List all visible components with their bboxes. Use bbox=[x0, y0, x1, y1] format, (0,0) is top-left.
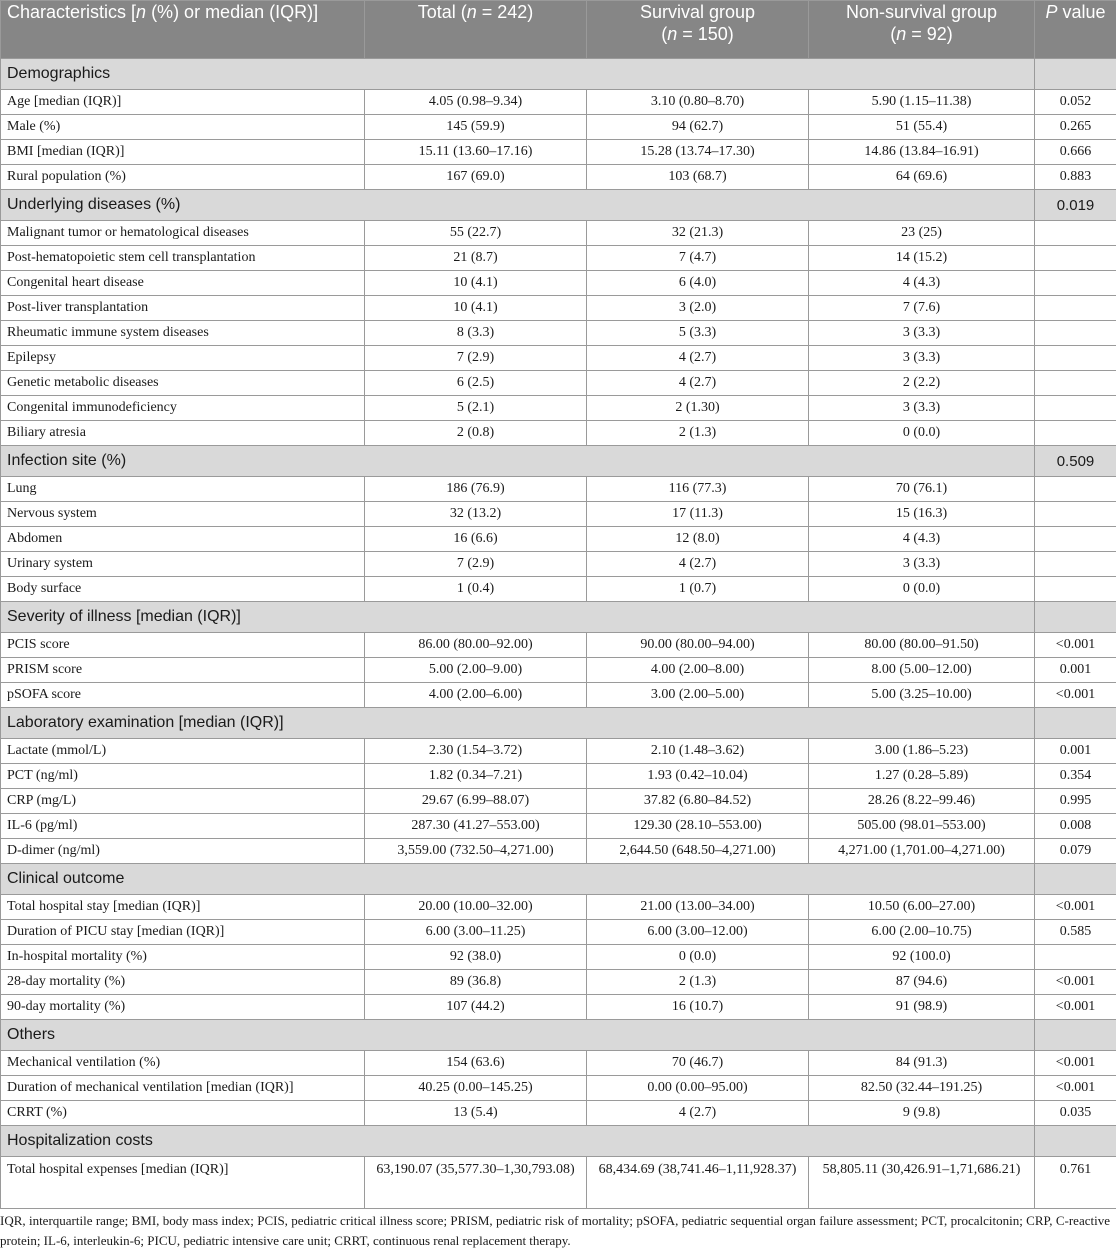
cell-total: 89 (36.8) bbox=[365, 970, 587, 995]
row-label: Rural population (%) bbox=[1, 165, 365, 190]
table-row bbox=[1, 165, 1116, 190]
row-label: Male (%) bbox=[1, 115, 365, 140]
cell-survival: 2,644.50 (648.50–4,271.00) bbox=[587, 839, 809, 864]
row-label: Body surface bbox=[1, 577, 365, 602]
cell-survival: 68,434.69 (38,741.46–1,11,928.37) bbox=[587, 1157, 809, 1209]
section-header bbox=[1, 708, 1116, 739]
cell-nonsurvival: 0 (0.0) bbox=[809, 421, 1035, 446]
row-label: PCT (ng/ml) bbox=[1, 764, 365, 789]
cell-nonsurvival: 4 (4.3) bbox=[809, 527, 1035, 552]
table-row bbox=[1, 839, 1116, 864]
row-label: Duration of PICU stay [median (IQR)] bbox=[1, 920, 365, 945]
cell-nonsurvival: 9 (9.8) bbox=[809, 1101, 1035, 1126]
cell-p-value: <0.001 bbox=[1035, 1076, 1116, 1101]
row-label: Nervous system bbox=[1, 502, 365, 527]
cell-nonsurvival: 28.26 (8.22–99.46) bbox=[809, 789, 1035, 814]
section-title: Infection site (%) bbox=[1, 446, 1035, 477]
row-label: PRISM score bbox=[1, 658, 365, 683]
cell-nonsurvival: 7 (7.6) bbox=[809, 296, 1035, 321]
cell-survival: 6 (4.0) bbox=[587, 271, 809, 296]
row-label: D-dimer (ng/ml) bbox=[1, 839, 365, 864]
section-header bbox=[1, 1126, 1116, 1157]
table-row bbox=[1, 945, 1116, 970]
table-row bbox=[1, 271, 1116, 296]
cell-survival: 4 (2.7) bbox=[587, 371, 809, 396]
cell-total: 145 (59.9) bbox=[365, 115, 587, 140]
table-row bbox=[1, 296, 1116, 321]
cell-survival: 1 (0.7) bbox=[587, 577, 809, 602]
table-row bbox=[1, 789, 1116, 814]
row-label: Total hospital stay [median (IQR)] bbox=[1, 895, 365, 920]
cell-nonsurvival: 80.00 (80.00–91.50) bbox=[809, 633, 1035, 658]
section-p-value bbox=[1035, 864, 1116, 895]
row-label: Age [median (IQR)] bbox=[1, 90, 365, 115]
row-label: CRRT (%) bbox=[1, 1101, 365, 1126]
cell-p-value bbox=[1035, 421, 1116, 446]
cell-nonsurvival: 70 (76.1) bbox=[809, 477, 1035, 502]
table-footnote: IQR, interquartile range; BMI, body mass index; PCIS, pediatric critical illness score; PRISM, pediatric risk of mortality; pSOFA, pediatric sequential organ failure assessment; PCT, procalcitonin; CRP, C-reactive protein; IL-6, interleukin-6; PICU, pediatric intensive care unit; CRRT, continuous renal replacement therapy. bbox=[0, 1213, 1110, 1248]
section-p-value bbox=[1035, 59, 1116, 90]
table-row bbox=[1, 995, 1116, 1020]
cell-survival: 94 (62.7) bbox=[587, 115, 809, 140]
cell-nonsurvival: 3 (3.3) bbox=[809, 346, 1035, 371]
cell-total: 2.30 (1.54–3.72) bbox=[365, 739, 587, 764]
cell-total: 29.67 (6.99–88.07) bbox=[365, 789, 587, 814]
cell-total: 16 (6.6) bbox=[365, 527, 587, 552]
cell-nonsurvival: 505.00 (98.01–553.00) bbox=[809, 814, 1035, 839]
cell-p-value: 0.666 bbox=[1035, 140, 1116, 165]
section-header bbox=[1, 446, 1116, 477]
cell-total: 7 (2.9) bbox=[365, 346, 587, 371]
cell-p-value: 0.052 bbox=[1035, 90, 1116, 115]
cell-total: 13 (5.4) bbox=[365, 1101, 587, 1126]
cell-total: 86.00 (80.00–92.00) bbox=[365, 633, 587, 658]
cell-survival: 7 (4.7) bbox=[587, 246, 809, 271]
cell-p-value: 0.008 bbox=[1035, 814, 1116, 839]
cell-p-value bbox=[1035, 527, 1116, 552]
cell-nonsurvival: 0 (0.0) bbox=[809, 577, 1035, 602]
cell-survival: 2 (1.3) bbox=[587, 970, 809, 995]
cell-total: 1.82 (0.34–7.21) bbox=[365, 764, 587, 789]
section-title: Severity of illness [median (IQR)] bbox=[1, 602, 1035, 633]
row-label: Epilepsy bbox=[1, 346, 365, 371]
cell-survival: 1.93 (0.42–10.04) bbox=[587, 764, 809, 789]
cell-total: 10 (4.1) bbox=[365, 271, 587, 296]
cell-nonsurvival: 91 (98.9) bbox=[809, 995, 1035, 1020]
cell-p-value: <0.001 bbox=[1035, 1051, 1116, 1076]
cell-p-value: <0.001 bbox=[1035, 895, 1116, 920]
section-p-value: 0.019 bbox=[1035, 190, 1116, 221]
cell-p-value: 0.001 bbox=[1035, 658, 1116, 683]
cell-survival: 16 (10.7) bbox=[587, 995, 809, 1020]
cell-survival: 15.28 (13.74–17.30) bbox=[587, 140, 809, 165]
table-row bbox=[1, 920, 1116, 945]
cell-p-value: 0.883 bbox=[1035, 165, 1116, 190]
cell-nonsurvival: 14.86 (13.84–16.91) bbox=[809, 140, 1035, 165]
cell-total: 167 (69.0) bbox=[365, 165, 587, 190]
row-label: Rheumatic immune system diseases bbox=[1, 321, 365, 346]
cell-total: 10 (4.1) bbox=[365, 296, 587, 321]
table-row bbox=[1, 658, 1116, 683]
cell-nonsurvival: 3.00 (1.86–5.23) bbox=[809, 739, 1035, 764]
cell-total: 15.11 (13.60–17.16) bbox=[365, 140, 587, 165]
row-label: Total hospital expenses [median (IQR)] bbox=[1, 1157, 365, 1209]
cell-p-value: <0.001 bbox=[1035, 683, 1116, 708]
table-row bbox=[1, 221, 1116, 246]
row-label: Abdomen bbox=[1, 527, 365, 552]
row-label: Biliary atresia bbox=[1, 421, 365, 446]
cell-nonsurvival: 23 (25) bbox=[809, 221, 1035, 246]
row-label: pSOFA score bbox=[1, 683, 365, 708]
cell-nonsurvival: 8.00 (5.00–12.00) bbox=[809, 658, 1035, 683]
cell-total: 6.00 (3.00–11.25) bbox=[365, 920, 587, 945]
cell-survival: 0.00 (0.00–95.00) bbox=[587, 1076, 809, 1101]
cell-total: 1 (0.4) bbox=[365, 577, 587, 602]
cell-nonsurvival: 51 (55.4) bbox=[809, 115, 1035, 140]
cell-nonsurvival: 3 (3.3) bbox=[809, 321, 1035, 346]
cell-nonsurvival: 14 (15.2) bbox=[809, 246, 1035, 271]
cell-total: 7 (2.9) bbox=[365, 552, 587, 577]
cell-nonsurvival: 3 (3.3) bbox=[809, 552, 1035, 577]
cell-p-value bbox=[1035, 552, 1116, 577]
cell-p-value: 0.585 bbox=[1035, 920, 1116, 945]
cell-total: 55 (22.7) bbox=[365, 221, 587, 246]
cell-nonsurvival: 10.50 (6.00–27.00) bbox=[809, 895, 1035, 920]
cell-p-value: 0.001 bbox=[1035, 739, 1116, 764]
cell-survival: 12 (8.0) bbox=[587, 527, 809, 552]
table-row bbox=[1, 1051, 1116, 1076]
cell-p-value: 0.761 bbox=[1035, 1157, 1116, 1209]
cell-survival: 3.10 (0.80–8.70) bbox=[587, 90, 809, 115]
cell-total: 107 (44.2) bbox=[365, 995, 587, 1020]
cell-survival: 3 (2.0) bbox=[587, 296, 809, 321]
cell-p-value bbox=[1035, 371, 1116, 396]
table-body bbox=[1, 59, 1116, 1209]
section-header bbox=[1, 864, 1116, 895]
cell-total: 3,559.00 (732.50–4,271.00) bbox=[365, 839, 587, 864]
row-label: IL-6 (pg/ml) bbox=[1, 814, 365, 839]
cell-p-value bbox=[1035, 346, 1116, 371]
table-row bbox=[1, 814, 1116, 839]
table-row bbox=[1, 246, 1116, 271]
row-label: BMI [median (IQR)] bbox=[1, 140, 365, 165]
cell-total: 5 (2.1) bbox=[365, 396, 587, 421]
cell-survival: 70 (46.7) bbox=[587, 1051, 809, 1076]
table-row bbox=[1, 140, 1116, 165]
cell-total: 287.30 (41.27–553.00) bbox=[365, 814, 587, 839]
section-title: Others bbox=[1, 1020, 1035, 1051]
table-row bbox=[1, 115, 1116, 140]
header-pvalue: P value bbox=[1035, 1, 1116, 59]
cell-survival: 6.00 (3.00–12.00) bbox=[587, 920, 809, 945]
header-survival: Survival group (n = 150) bbox=[587, 1, 809, 59]
table-row bbox=[1, 1076, 1116, 1101]
row-label: CRP (mg/L) bbox=[1, 789, 365, 814]
table-row bbox=[1, 1157, 1116, 1209]
cell-nonsurvival: 92 (100.0) bbox=[809, 945, 1035, 970]
cell-survival: 2 (1.30) bbox=[587, 396, 809, 421]
cell-total: 4.05 (0.98–9.34) bbox=[365, 90, 587, 115]
cell-total: 5.00 (2.00–9.00) bbox=[365, 658, 587, 683]
cell-total: 32 (13.2) bbox=[365, 502, 587, 527]
cell-total: 186 (76.9) bbox=[365, 477, 587, 502]
table-row bbox=[1, 764, 1116, 789]
cell-nonsurvival: 5.00 (3.25–10.00) bbox=[809, 683, 1035, 708]
cell-survival: 129.30 (28.10–553.00) bbox=[587, 814, 809, 839]
header-total: Total (n = 242) bbox=[365, 1, 587, 59]
row-label: Malignant tumor or hematological diseases bbox=[1, 221, 365, 246]
table-row bbox=[1, 502, 1116, 527]
table-row bbox=[1, 577, 1116, 602]
row-label: Lactate (mmol/L) bbox=[1, 739, 365, 764]
row-label: Duration of mechanical ventilation [median (IQR)] bbox=[1, 1076, 365, 1101]
table-row bbox=[1, 970, 1116, 995]
cell-survival: 21.00 (13.00–34.00) bbox=[587, 895, 809, 920]
cell-nonsurvival: 4,271.00 (1,701.00–4,271.00) bbox=[809, 839, 1035, 864]
cell-total: 63,190.07 (35,577.30–1,30,793.08) bbox=[365, 1157, 587, 1209]
table-row bbox=[1, 895, 1116, 920]
row-label: Congenital heart disease bbox=[1, 271, 365, 296]
cell-p-value: <0.001 bbox=[1035, 995, 1116, 1020]
cell-survival: 4.00 (2.00–8.00) bbox=[587, 658, 809, 683]
cell-survival: 4 (2.7) bbox=[587, 346, 809, 371]
cell-nonsurvival: 3 (3.3) bbox=[809, 396, 1035, 421]
section-title: Demographics bbox=[1, 59, 1035, 90]
row-label: Congenital immunodeficiency bbox=[1, 396, 365, 421]
cell-p-value: 0.035 bbox=[1035, 1101, 1116, 1126]
cell-total: 6 (2.5) bbox=[365, 371, 587, 396]
table-row bbox=[1, 396, 1116, 421]
cell-nonsurvival: 64 (69.6) bbox=[809, 165, 1035, 190]
section-header bbox=[1, 59, 1116, 90]
table-row bbox=[1, 421, 1116, 446]
cell-survival: 5 (3.3) bbox=[587, 321, 809, 346]
row-label: 28-day mortality (%) bbox=[1, 970, 365, 995]
cell-nonsurvival: 5.90 (1.15–11.38) bbox=[809, 90, 1035, 115]
row-label: Lung bbox=[1, 477, 365, 502]
table-row bbox=[1, 477, 1116, 502]
table-row bbox=[1, 90, 1116, 115]
cell-nonsurvival: 82.50 (32.44–191.25) bbox=[809, 1076, 1035, 1101]
cell-p-value bbox=[1035, 945, 1116, 970]
cell-total: 21 (8.7) bbox=[365, 246, 587, 271]
row-label: PCIS score bbox=[1, 633, 365, 658]
cell-p-value: 0.995 bbox=[1035, 789, 1116, 814]
cell-p-value bbox=[1035, 271, 1116, 296]
row-label: In-hospital mortality (%) bbox=[1, 945, 365, 970]
header-row bbox=[1, 1, 1116, 59]
header-nonsurvival: Non-survival group (n = 92) bbox=[809, 1, 1035, 59]
cell-p-value: 0.265 bbox=[1035, 115, 1116, 140]
section-header bbox=[1, 190, 1116, 221]
cell-p-value bbox=[1035, 296, 1116, 321]
cell-p-value bbox=[1035, 221, 1116, 246]
cell-survival: 103 (68.7) bbox=[587, 165, 809, 190]
cell-total: 40.25 (0.00–145.25) bbox=[365, 1076, 587, 1101]
cell-total: 92 (38.0) bbox=[365, 945, 587, 970]
table-row bbox=[1, 321, 1116, 346]
cell-nonsurvival: 2 (2.2) bbox=[809, 371, 1035, 396]
cell-p-value bbox=[1035, 321, 1116, 346]
cell-survival: 2.10 (1.48–3.62) bbox=[587, 739, 809, 764]
table-row bbox=[1, 1101, 1116, 1126]
cell-p-value bbox=[1035, 246, 1116, 271]
cell-nonsurvival: 6.00 (2.00–10.75) bbox=[809, 920, 1035, 945]
cell-p-value: <0.001 bbox=[1035, 970, 1116, 995]
cell-survival: 116 (77.3) bbox=[587, 477, 809, 502]
section-header bbox=[1, 602, 1116, 633]
row-label: 90-day mortality (%) bbox=[1, 995, 365, 1020]
cell-p-value bbox=[1035, 396, 1116, 421]
cell-p-value bbox=[1035, 577, 1116, 602]
cell-p-value: 0.079 bbox=[1035, 839, 1116, 864]
cell-total: 2 (0.8) bbox=[365, 421, 587, 446]
cell-nonsurvival: 84 (91.3) bbox=[809, 1051, 1035, 1076]
section-p-value bbox=[1035, 708, 1116, 739]
row-label: Urinary system bbox=[1, 552, 365, 577]
header-characteristics: Characteristics [n (%) or median (IQR)] bbox=[1, 1, 365, 59]
cell-survival: 17 (11.3) bbox=[587, 502, 809, 527]
section-title: Hospitalization costs bbox=[1, 1126, 1035, 1157]
section-header bbox=[1, 1020, 1116, 1051]
section-p-value bbox=[1035, 1126, 1116, 1157]
table-row bbox=[1, 527, 1116, 552]
cell-nonsurvival: 15 (16.3) bbox=[809, 502, 1035, 527]
section-title: Laboratory examination [median (IQR)] bbox=[1, 708, 1035, 739]
row-label: Mechanical ventilation (%) bbox=[1, 1051, 365, 1076]
cell-total: 20.00 (10.00–32.00) bbox=[365, 895, 587, 920]
cell-survival: 37.82 (6.80–84.52) bbox=[587, 789, 809, 814]
row-label: Post-liver transplantation bbox=[1, 296, 365, 321]
section-p-value bbox=[1035, 1020, 1116, 1051]
cell-nonsurvival: 1.27 (0.28–5.89) bbox=[809, 764, 1035, 789]
cell-p-value bbox=[1035, 502, 1116, 527]
table-row bbox=[1, 633, 1116, 658]
cell-survival: 4 (2.7) bbox=[587, 1101, 809, 1126]
table-row bbox=[1, 739, 1116, 764]
cell-survival: 4 (2.7) bbox=[587, 552, 809, 577]
cell-survival: 3.00 (2.00–5.00) bbox=[587, 683, 809, 708]
cell-p-value bbox=[1035, 477, 1116, 502]
section-p-value bbox=[1035, 602, 1116, 633]
cell-p-value: 0.354 bbox=[1035, 764, 1116, 789]
cell-survival: 90.00 (80.00–94.00) bbox=[587, 633, 809, 658]
table-row bbox=[1, 371, 1116, 396]
section-title: Clinical outcome bbox=[1, 864, 1035, 895]
row-label: Post-hematopoietic stem cell transplantation bbox=[1, 246, 365, 271]
cell-nonsurvival: 58,805.11 (30,426.91–1,71,686.21) bbox=[809, 1157, 1035, 1209]
cell-total: 8 (3.3) bbox=[365, 321, 587, 346]
table-row bbox=[1, 683, 1116, 708]
cell-p-value: <0.001 bbox=[1035, 633, 1116, 658]
cell-nonsurvival: 4 (4.3) bbox=[809, 271, 1035, 296]
cell-survival: 0 (0.0) bbox=[587, 945, 809, 970]
section-p-value: 0.509 bbox=[1035, 446, 1116, 477]
section-title: Underlying diseases (%) bbox=[1, 190, 1035, 221]
table-row bbox=[1, 346, 1116, 371]
row-label: Genetic metabolic diseases bbox=[1, 371, 365, 396]
table-row bbox=[1, 552, 1116, 577]
cell-total: 4.00 (2.00–6.00) bbox=[365, 683, 587, 708]
cell-nonsurvival: 87 (94.6) bbox=[809, 970, 1035, 995]
cell-survival: 32 (21.3) bbox=[587, 221, 809, 246]
cell-survival: 2 (1.3) bbox=[587, 421, 809, 446]
cell-total: 154 (63.6) bbox=[365, 1051, 587, 1076]
